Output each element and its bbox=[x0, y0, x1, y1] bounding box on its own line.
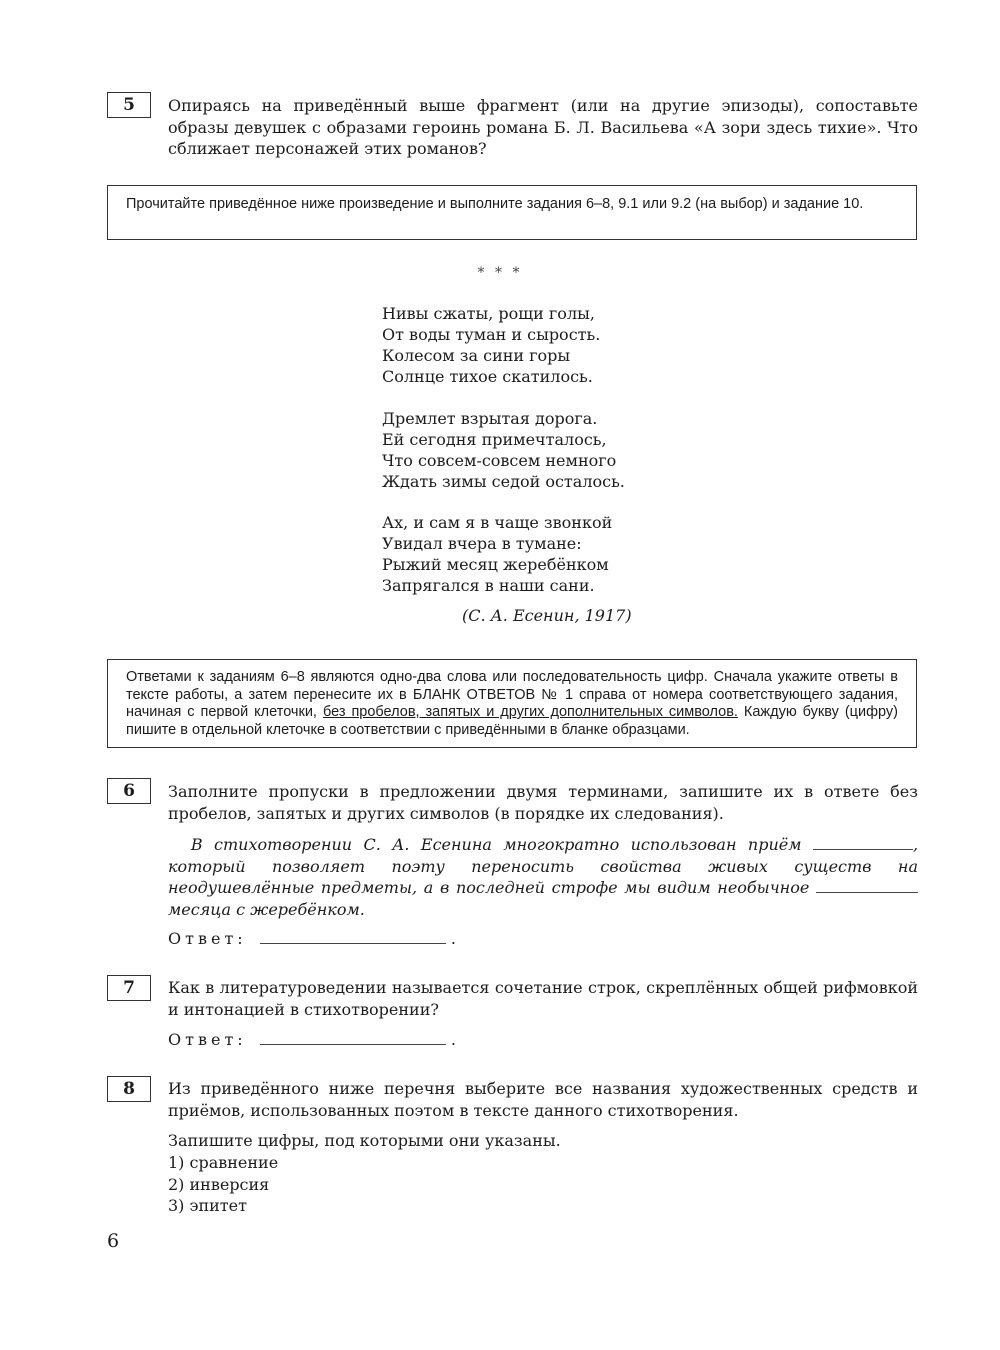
answer-period: . bbox=[450, 929, 456, 948]
task-8-options bbox=[168, 1152, 278, 1217]
passage-part-b: , который позволяет поэту переносить свойства живых существ на неодушевлённые предметы, а в последней строфе мы видим необычное bbox=[168, 835, 919, 897]
task-7-text: Как в литературоведении называется сочетание строк, скреплённых общей рифмовкой и интонацией в стихотворении? bbox=[168, 978, 918, 1019]
poem-line: Ждать зимы седой осталось. bbox=[382, 472, 625, 491]
task-8-text: Из приведённого ниже перечня выберите все названия художественных средств и приёмов, использованных поэтом в тексте данного стихотворения. bbox=[168, 1079, 918, 1120]
task-6-answer bbox=[168, 929, 456, 948]
instruction-box-top: Прочитайте приведённое ниже произведение и выполните задания 6–8, 9.1 или 9.2 (на выбор) и задание 10. bbox=[107, 185, 917, 240]
poem-line: Запрягался в наши сани. bbox=[382, 576, 595, 595]
poem-line: От воды туман и сырость. bbox=[382, 325, 601, 344]
task-number-6: 6 bbox=[107, 778, 151, 804]
option-item: 1) сравнение bbox=[168, 1153, 279, 1172]
task-7-answer bbox=[168, 1030, 456, 1049]
answer-field-7[interactable] bbox=[260, 1032, 446, 1045]
instruction-underlined: без пробелов, запятых и других дополнительных символов. bbox=[322, 704, 738, 720]
poem-line: Дремлет взрытая дорога. bbox=[382, 409, 598, 428]
instruction-box-answers bbox=[107, 659, 917, 748]
blank-field-2[interactable] bbox=[816, 880, 918, 893]
answer-label: Ответ: bbox=[168, 1030, 247, 1049]
poem-line: Ей сегодня примечталось, bbox=[382, 430, 607, 449]
blank-field-1[interactable] bbox=[813, 837, 913, 850]
task-5-text: Опираясь на приведённый выше фрагмент (или на другие эпизоды), сопоставьте образы девушек с образами героинь романа Б. Л. Васильева «А зори здесь тихие». Что сближает персонажей этих романов? bbox=[168, 96, 918, 158]
poem-line: Нивы сжаты, рощи голы, bbox=[382, 304, 595, 323]
poem-line: Рыжий месяц жеребёнком bbox=[382, 555, 609, 574]
task-6-passage bbox=[168, 834, 918, 920]
instruction-text-end: Каждую букву (цифру) пишите в отдельной клеточке в соответствии с приведёнными в бланке образцами. bbox=[126, 704, 898, 738]
task-8-instruction: Запишите цифры, под которыми они указаны. bbox=[168, 1131, 561, 1150]
answer-label: Ответ: bbox=[168, 929, 247, 948]
poem-attribution: (С. А. Есенин, 1917) bbox=[462, 606, 632, 625]
answer-period: . bbox=[450, 1030, 456, 1049]
page-number: 6 bbox=[107, 1230, 120, 1252]
poem-line: Солнце тихое скатилось. bbox=[382, 367, 593, 386]
passage-part-c: месяца с жеребёнком. bbox=[168, 899, 365, 919]
poem-line: Что совсем-совсем немного bbox=[382, 451, 617, 470]
poem-stanza-3 bbox=[382, 512, 612, 596]
task-number-5: 5 bbox=[107, 92, 151, 118]
poem-line: Колесом за сини горы bbox=[382, 346, 571, 365]
poem-title: * * * bbox=[477, 265, 523, 281]
instruction-text: Ответами к заданиям 6–8 являются одно-два слова или последовательность цифр. Сначала укажите ответы в тексте работы, а затем перенесите их в БЛАНК ОТВЕТОВ № 1 справа от номера соответствующего задания, начиная с первой клеточки, bbox=[126, 669, 898, 720]
task-number-8: 8 bbox=[107, 1076, 151, 1102]
option-item: 2) инверсия bbox=[168, 1174, 270, 1194]
task-number-7: 7 bbox=[107, 975, 151, 1001]
poem-stanza-1 bbox=[382, 303, 600, 387]
answer-field-6[interactable] bbox=[260, 931, 446, 944]
poem-stanza-2 bbox=[382, 408, 625, 492]
passage-part-a: В стихотворении С. А. Есенина многократно использован приём bbox=[190, 835, 802, 854]
poem-line: Увидал вчера в тумане: bbox=[382, 534, 582, 553]
task-6-text: Заполните пропуски в предложении двумя терминами, запишите их в ответе без пробелов, запятых и других символов (в порядке их следования). bbox=[168, 782, 918, 823]
option-item: 3) эпитет bbox=[168, 1196, 247, 1215]
poem-line: Ах, и сам я в чаще звонкой bbox=[382, 513, 613, 532]
